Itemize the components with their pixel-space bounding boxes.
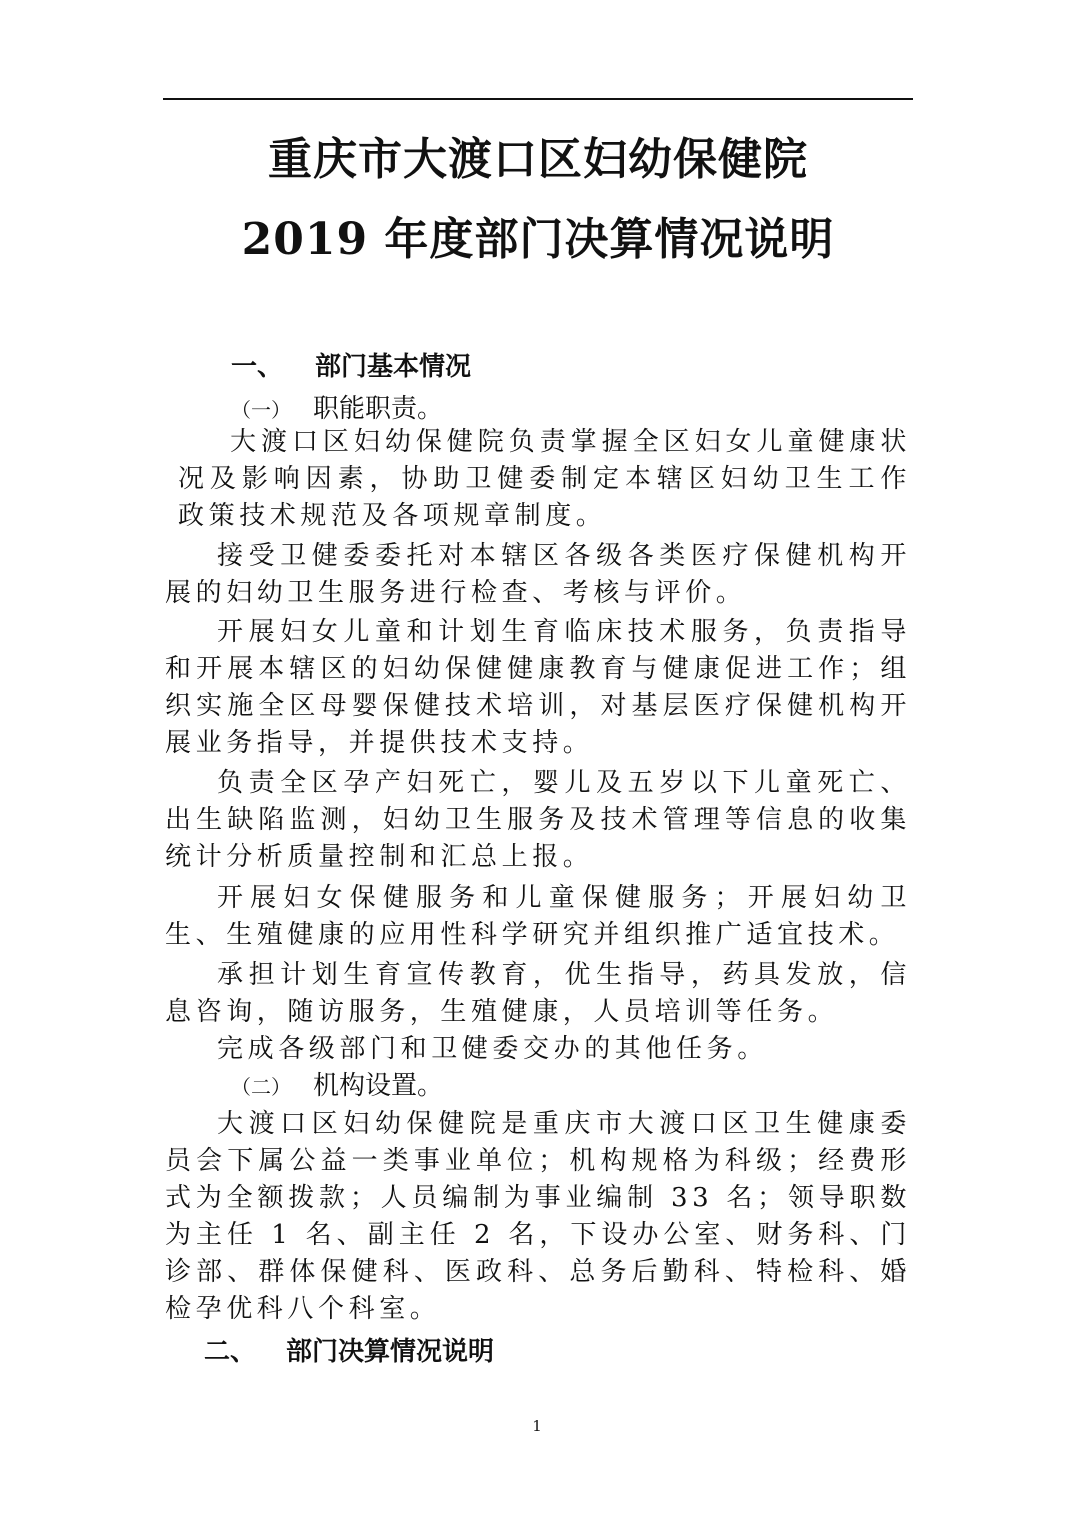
section-heading-2 — [204, 1334, 494, 1370]
document-title-line-2: 2019 年度部门决算情况说明 — [241, 214, 835, 265]
subsection-number: （二） — [231, 1075, 291, 1099]
duty-paragraph: 开展妇女儿童和计划生育临床技术服务，负责指导和开展本辖区的妇幼保健健康教育与健康促进工作；组织实施全区母婴保健技术培训，对基层医疗保健机构开展业务指导，并提供技术支持。 — [165, 617, 911, 758]
subsection-title: 职能职责。 — [313, 394, 444, 424]
section-title: 部门决算情况说明 — [286, 1337, 495, 1367]
subsection-heading-1 — [231, 391, 443, 428]
section-number: 一、 — [231, 352, 284, 382]
organization-paragraph: 大渡口区妇幼保健院是重庆市大渡口区卫生健康委员会下属公益一类事业单位；机构规格为科级；经费形式为全额拨款；人员编制为事业编制 33 名；领导职数为主任 1 名、副主任 2 名，下设办公室、财务科、门诊部、群体保健科、医政科、总务后勤科、特检科、婚检孕优科八个科室。 — [165, 1109, 911, 1324]
subsection-number: （一） — [231, 398, 291, 422]
page-number: 1 — [532, 1417, 542, 1435]
duty-paragraph: 开展妇女保健服务和儿童保健服务；开展妇幼卫生、生殖健康的应用性科学研究并组织推广适宜技术。 — [165, 883, 911, 950]
duty-paragraph: 大渡口区妇幼保健院负责掌握全区妇女儿童健康状况及影响因素，协助卫健委制定本辖区妇幼卫生工作政策技术规范及各项规章制度。 — [178, 427, 911, 531]
duty-paragraph: 接受卫健委委托对本辖区各级各类医疗保健机构开展的妇幼卫生服务进行检查、考核与评价。 — [165, 541, 911, 608]
header-rule — [163, 98, 913, 100]
duty-paragraph: 承担计划生育宣传教育，优生指导，药具发放，信息咨询，随访服务，生殖健康，人员培训等任务。 — [165, 960, 911, 1027]
subsection-heading-2 — [231, 1068, 443, 1105]
section-title: 部门基本情况 — [315, 352, 472, 382]
duty-paragraph: 负责全区孕产妇死亡，婴儿及五岁以下儿童死亡、出生缺陷监测，妇幼卫生服务及技术管理等信息的收集统计分析质量控制和汇总上报。 — [165, 768, 911, 872]
duty-paragraph: 完成各级部门和卫健委交办的其他任务。 — [217, 1034, 768, 1064]
section-number: 二、 — [204, 1337, 257, 1367]
document-title-line-1: 重庆市大渡口区妇幼保健院 — [268, 134, 808, 185]
subsection-title: 机构设置。 — [313, 1071, 444, 1101]
section-heading-1 — [231, 349, 471, 385]
